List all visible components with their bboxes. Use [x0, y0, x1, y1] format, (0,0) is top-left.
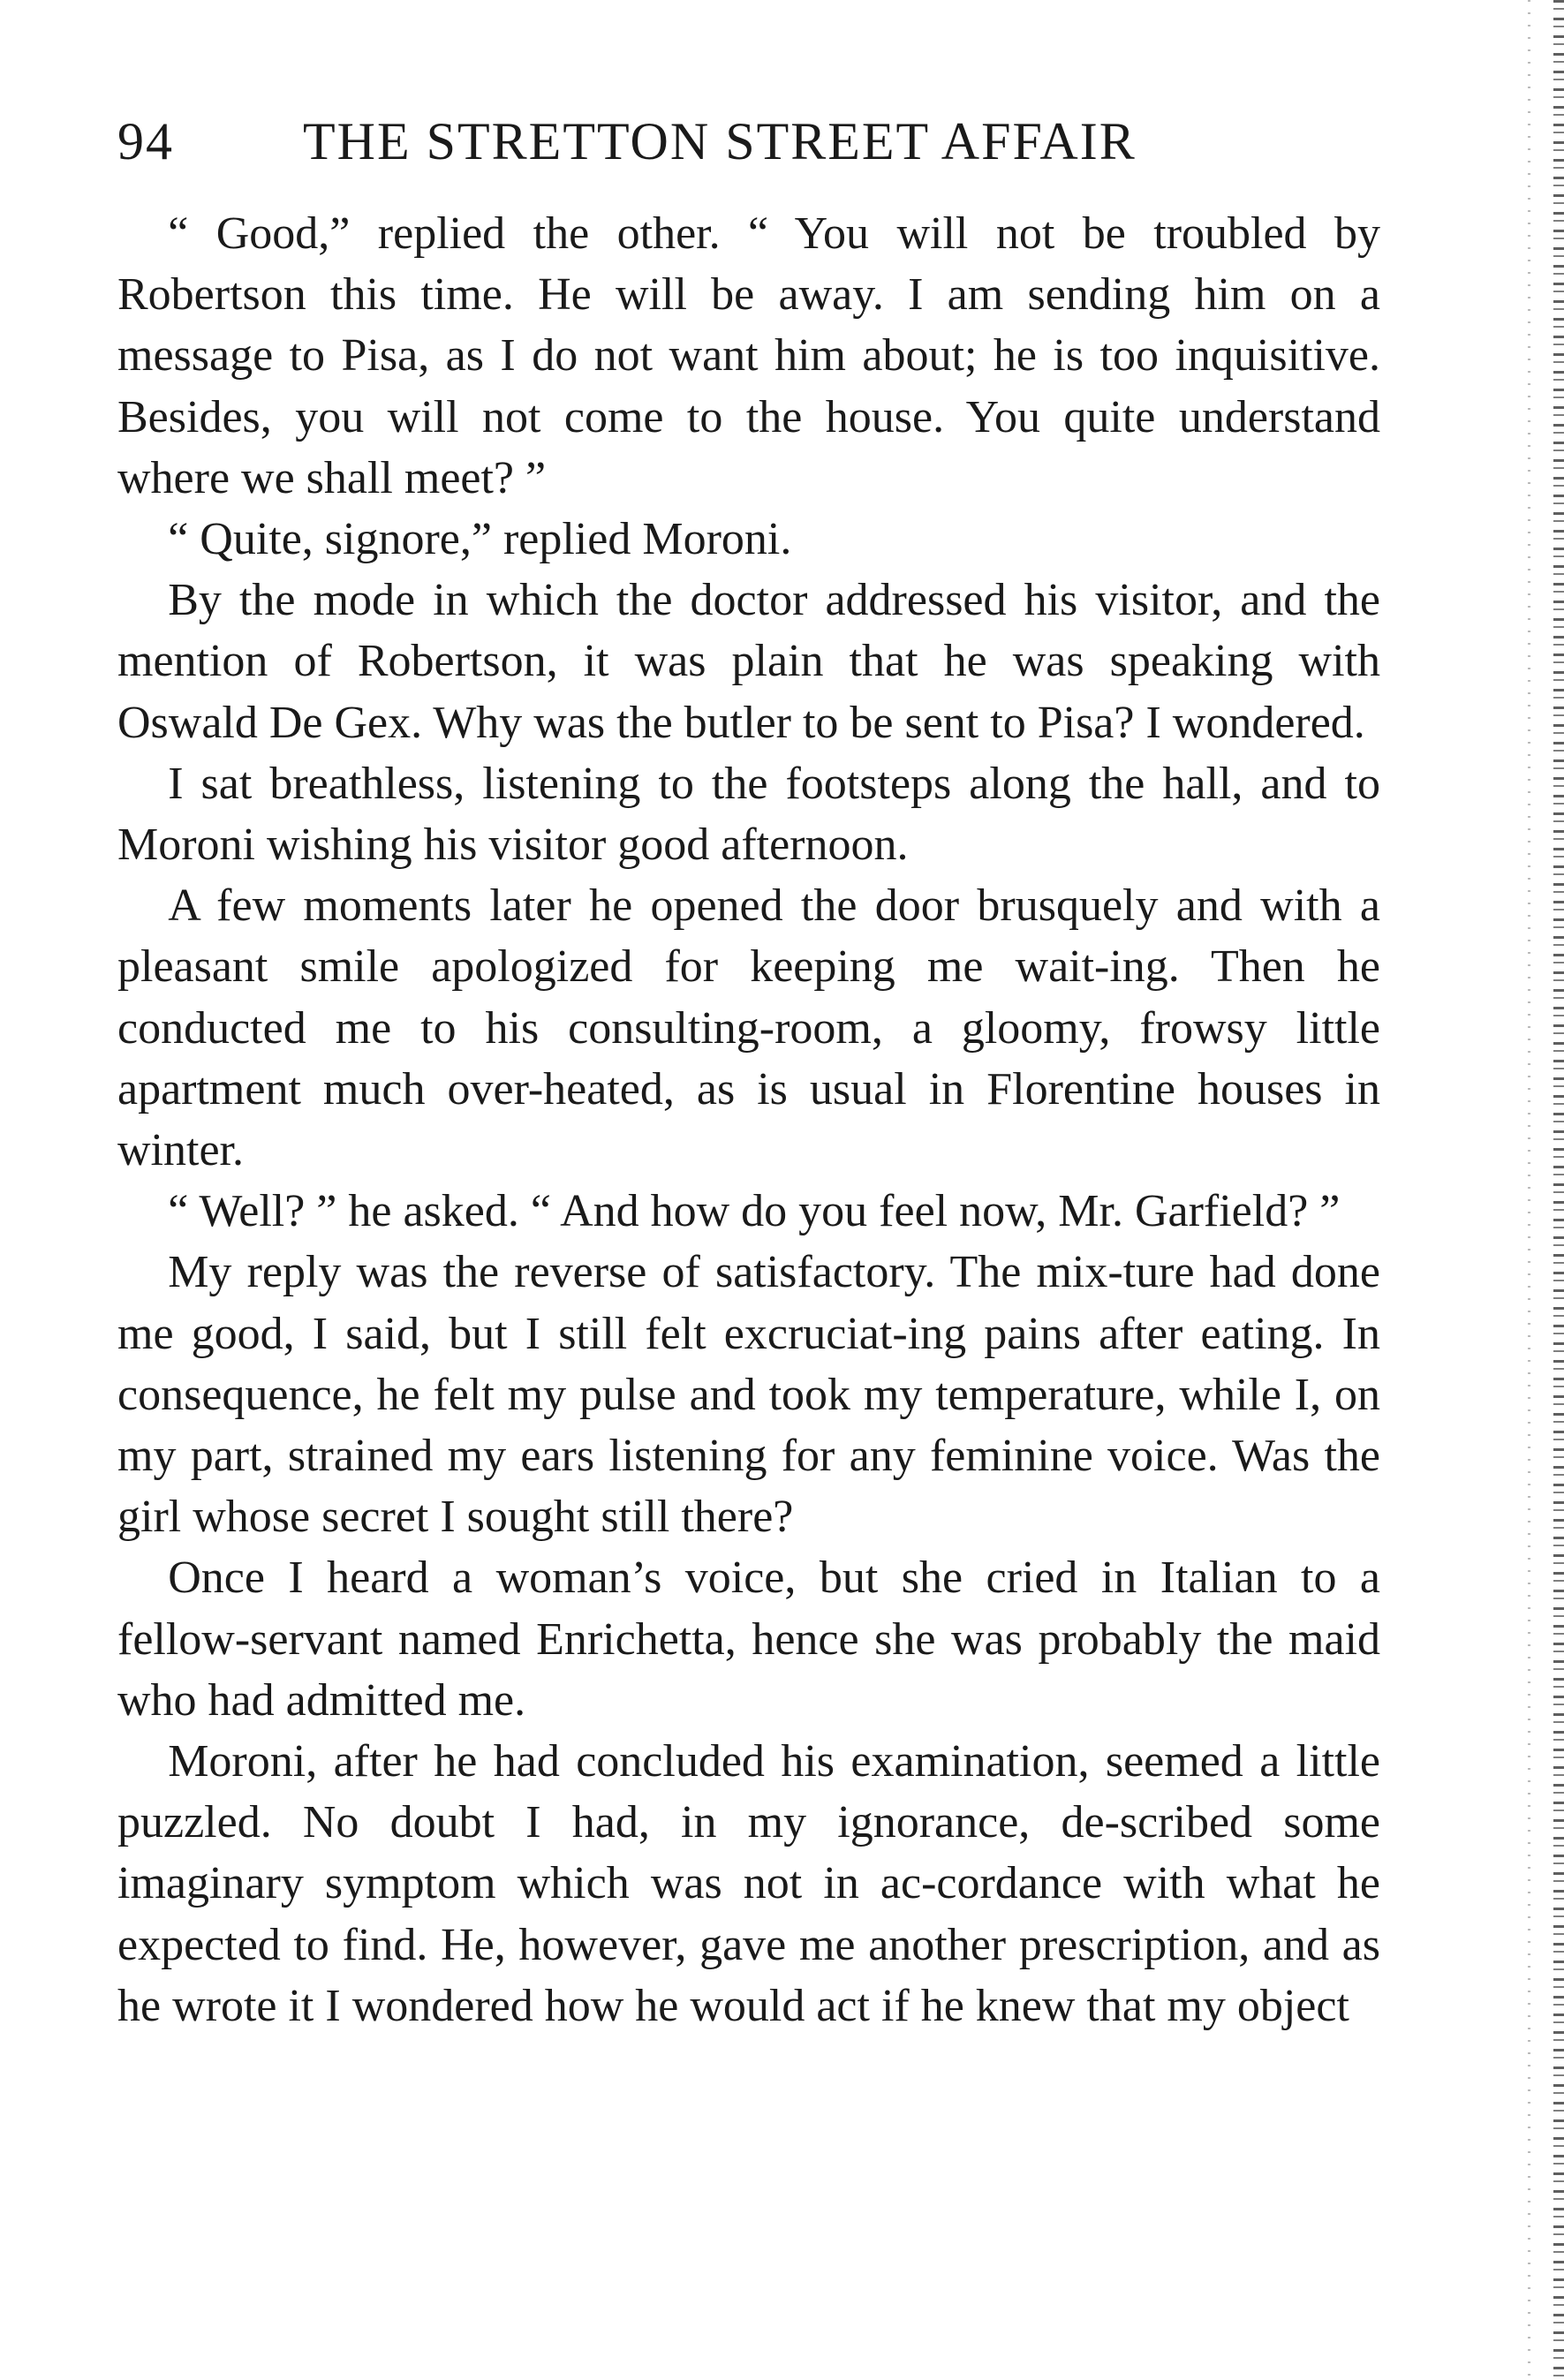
paragraph-9: Moroni, after he had concluded his examination, seemed a little puzzled. No doubt I had, in my ignorance, de-scribed some imaginary symptom which was not in ac-cordance with what he expected to find. He, however, gave me another prescription, and as he wrote it I wondered how he would act if he knew that my object	[117, 1736, 1380, 2031]
paragraph-2: “ Quite, signore,” replied Moroni.	[168, 514, 792, 565]
paragraph-4: I sat breathless, listening to the footsteps along the hall, and to Moroni wishing his visitor good afternoon.	[117, 758, 1380, 871]
page-edge	[1553, 0, 1564, 2380]
body-text	[117, 203, 1380, 2036]
binding-shadow	[1528, 0, 1530, 2380]
running-title: THE STRETTON STREET AFFAIR	[303, 112, 1137, 170]
paragraph-8: Once I heard a woman’s voice, but she cried in Italian to a fellow-servant named Enrichetta, hence she was probably the maid who had admitted me.	[117, 1553, 1380, 1726]
running-head	[117, 106, 1380, 177]
paragraph-5: A few moments later he opened the door brusquely and with a pleasant smile apologized for keeping me wait-ing. Then he conducted me to his consulting-room, a gloomy, frowsy little apartment much over-heated, as is usual in Florentine houses in winter.	[117, 880, 1380, 1176]
page-number: 94	[117, 112, 174, 170]
paragraph-1: “ Good,” replied the other. “ You will not be troubled by Robertson this time. He will be away. I am sending him on a message to Pisa, as I do not want him about; he is too inquisitive. Besides, you will not come to the house. You quite understand where we shall meet? ”	[117, 208, 1380, 503]
paragraph-6: “ Well? ” he asked. “ And how do you feel now, Mr. Garfield? ”	[168, 1186, 1341, 1237]
paragraph-7: My reply was the reverse of satisfactory. The mix-ture had done me good, I said, but I still felt excruciat-ing pains after eating. In consequence, he felt my pulse and took my temperature, while I, on my part, strained my ears listening for any feminine voice. Was the girl whose secret I sought still there?	[117, 1247, 1380, 1543]
paragraph-3: By the mode in which the doctor addressed his visitor, and the mention of Robertson, it was plain that he was speaking with Oswald De Gex. Why was the butler to be sent to Pisa? I wondered.	[117, 575, 1380, 748]
